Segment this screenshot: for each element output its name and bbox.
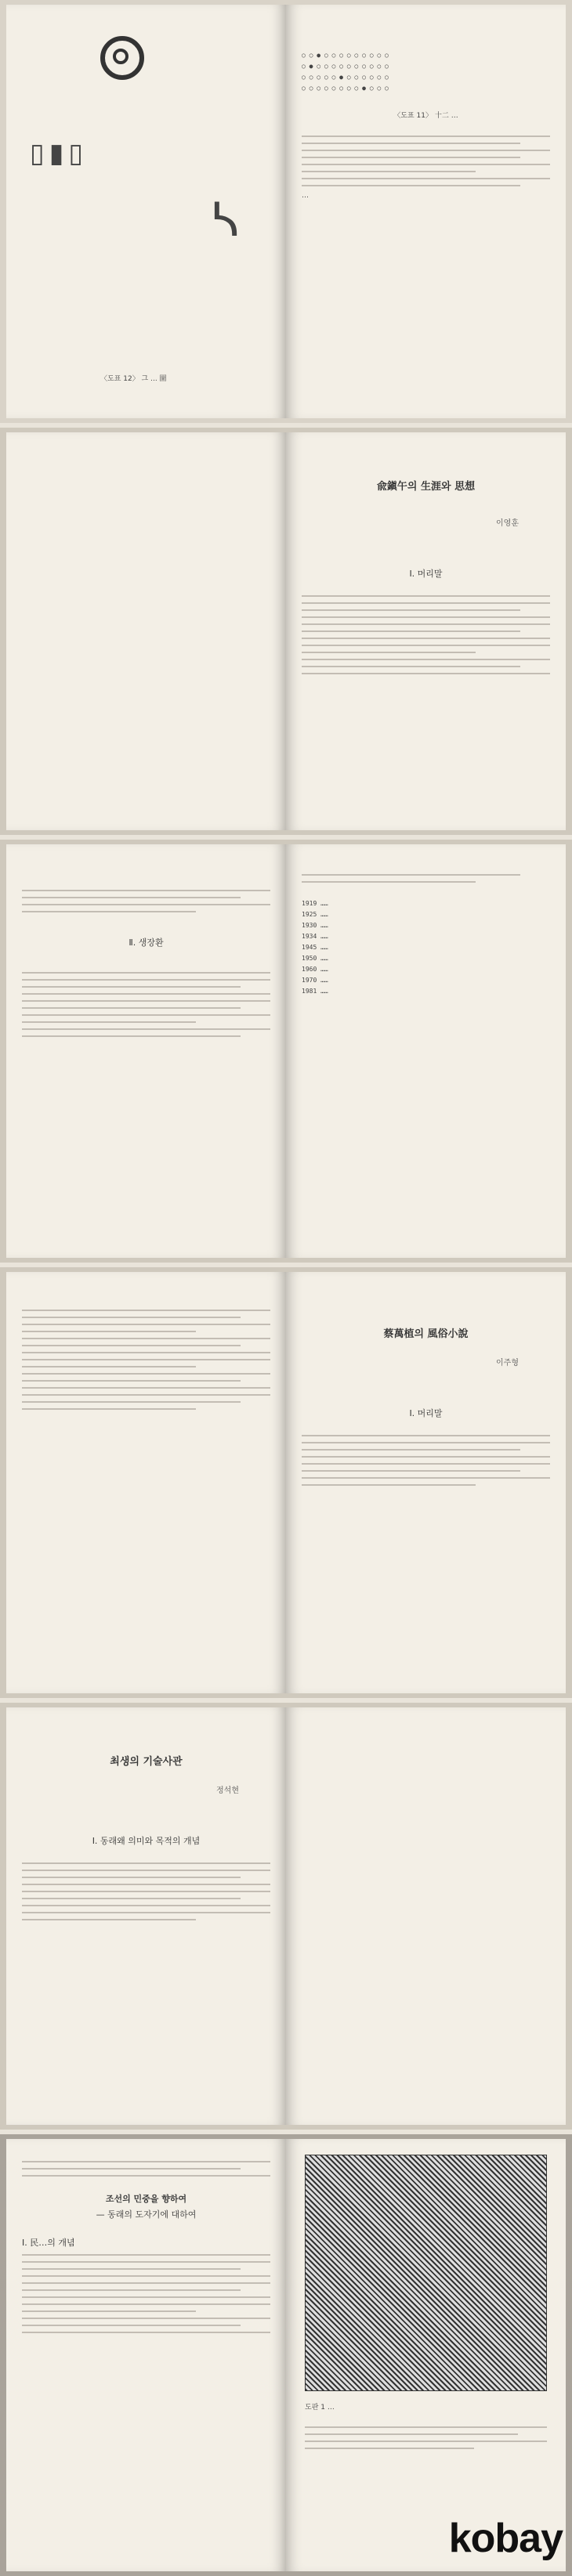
table-row: 1934 ……	[302, 933, 328, 940]
article-title: 兪鎭午의 生涯와 思想	[376, 481, 476, 493]
book-photo-6	[0, 2134, 572, 2576]
watermark-logo: kobay	[448, 2516, 563, 2561]
table-row: 1950 ……	[302, 955, 328, 962]
book-photo-1	[0, 0, 572, 423]
right-page	[286, 844, 566, 1258]
author: 정석현	[216, 1787, 239, 1795]
circular-seal-icon	[100, 36, 144, 80]
woodcut-illustration	[305, 2155, 547, 2391]
author: 이영훈	[496, 519, 519, 528]
left-page	[6, 1272, 286, 1693]
chronology-table	[302, 898, 550, 997]
left-page	[6, 2139, 286, 2571]
table-row: 1945 ……	[302, 944, 328, 951]
left-page	[6, 844, 286, 1258]
table-row: 1981 ……	[302, 988, 328, 995]
table-row: 1930 ……	[302, 922, 328, 929]
article-subtitle: — 동래의 도자기에 대하여	[96, 2209, 197, 2220]
right-page	[286, 5, 566, 418]
book-photo-2	[0, 428, 572, 835]
section-heading: Ⅰ. 머리말	[409, 1408, 443, 1418]
large-glyphs: ▯▮▯	[30, 138, 89, 169]
section-heading: Ⅱ. 생장환	[129, 938, 164, 948]
table-row: 1960 ……	[302, 966, 328, 973]
book-photo-5	[0, 1703, 572, 2130]
table-row: 1925 ……	[302, 911, 328, 918]
grid-table: ○ ○ ● ○ ○ ○ ○ ○ ○ ○ ○ ○ ○ ● ○ ○ ○ ○ ○ ○ ○ ○ ○ ○ ○ ○ ○ ○ ○ ● ○ ○ ○ ○ ○ ○ ○ ○ ○ ○ ○ ○ ○ ○ ● ○ ○ ○	[302, 52, 389, 92]
book-photo-4	[0, 1267, 572, 1698]
left-page	[6, 5, 286, 418]
table-row: 1970 ……	[302, 977, 328, 984]
page-footer: …	[302, 192, 309, 200]
large-glyphs-right: ᓴ	[210, 193, 244, 247]
left-page	[6, 1707, 286, 2125]
plate-caption: 도판 1 …	[305, 2404, 335, 2412]
table-caption: 〈도표 11〉 十二 …	[393, 112, 458, 120]
section-heading: Ⅰ. 동래왜 의미와 목적의 개념	[92, 1836, 201, 1846]
section-heading: Ⅰ. 머리말	[409, 569, 443, 579]
section-heading: Ⅰ. 民…의 개념	[22, 2238, 75, 2248]
figure-caption: 〈도표 12〉 그 ... 圖	[100, 375, 167, 383]
blank-left-page	[6, 432, 286, 830]
right-page	[286, 432, 566, 830]
right-page	[286, 1272, 566, 1693]
article-title: 최생의 기술사관	[110, 1756, 183, 1768]
article-title: 조선의 민중을 향하여	[105, 2194, 187, 2204]
blank-right-page	[286, 1707, 566, 2125]
table-row: 1919 ……	[302, 900, 328, 907]
right-page	[286, 2139, 566, 2571]
author: 이주형	[496, 1359, 519, 1367]
article-title: 蔡萬植의 風俗小說	[383, 1328, 469, 1340]
book-photo-3	[0, 840, 572, 1263]
